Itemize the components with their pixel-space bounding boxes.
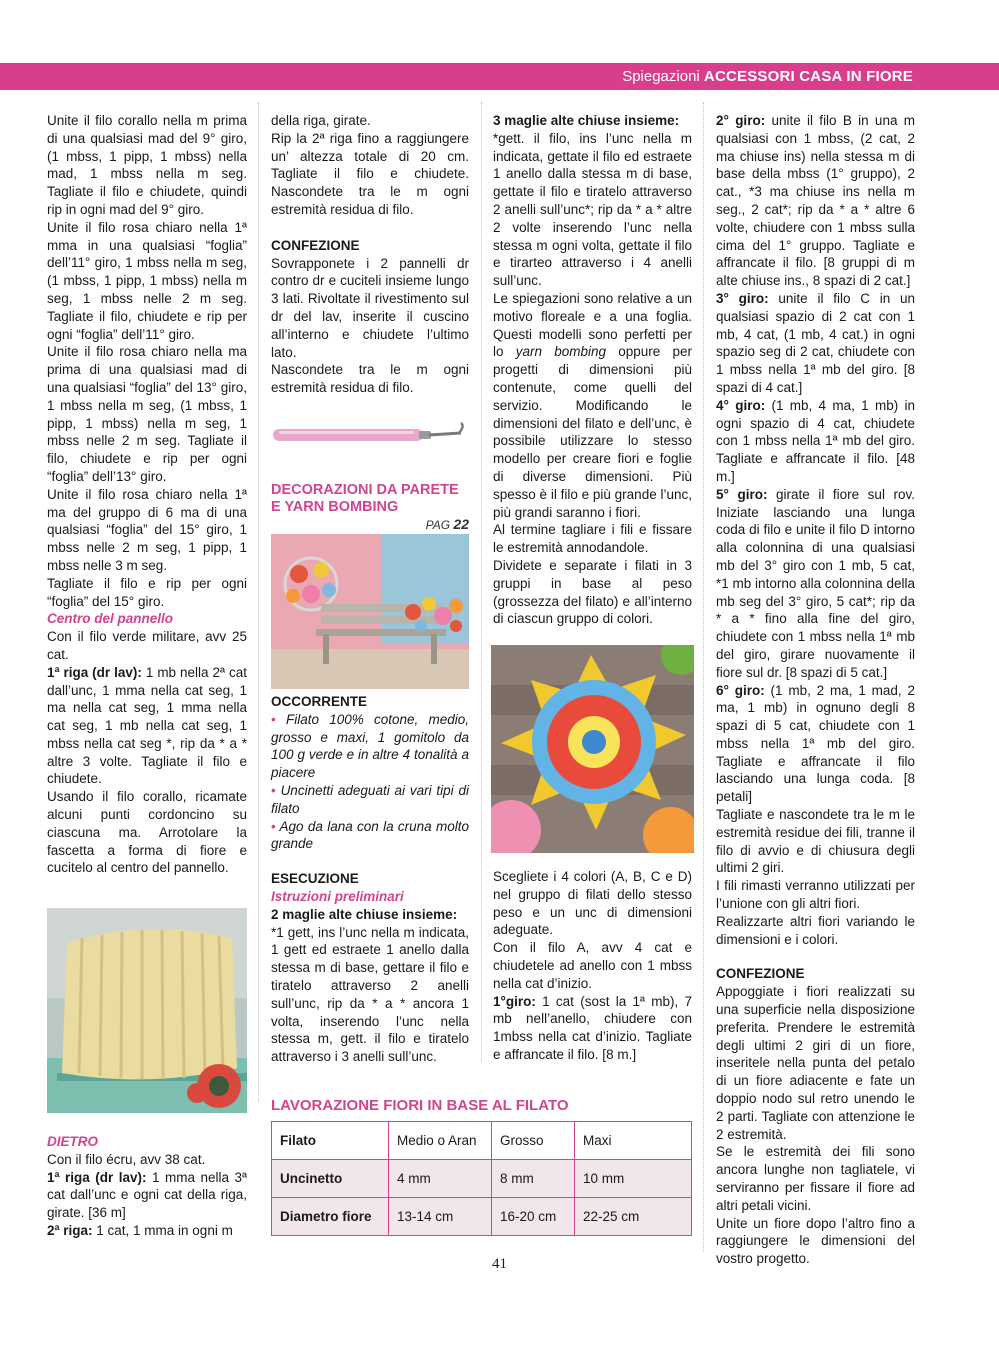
paragraph: Sovrapponete i 2 pannelli dr contro dr e cuciteli insieme lungo 3 lati. Rivoltate il rivestimento sul dr del lav, inserite il cuscino all’interno e chiudete l’ultimo lato. <box>271 255 469 360</box>
paragraph: Unite il filo rosa chiaro nella 1ª ma del gruppo di 6 ma di una qualsiasi “foglia” del 15° giro, 1 mbss nelle 2 m seg, 1 pipp, 1 mbss nelle 3 m seg. <box>47 486 247 573</box>
table-cell: Medio o Aran <box>389 1122 492 1160</box>
banner-title <box>622 63 913 90</box>
table-cell: Maxi <box>575 1122 692 1160</box>
paragraph: Con il filo écru, avv 38 cat. <box>47 1151 206 1167</box>
table-cell: 22-25 cm <box>575 1198 692 1236</box>
table-cell: Uncinetto <box>272 1160 389 1198</box>
fiore-instructions <box>493 868 692 1064</box>
crochet-hook-image <box>271 420 469 450</box>
banner-prefix: Spiegazioni <box>622 68 700 85</box>
instruction-row: 6° giro: (1 mb, 2 ma, 1 mad, 2 ma, 1 mb) in ognuno degli 8 spazi di 5 cat, chiudete con 1 mbss nella 1ª mb del giro. Tagliate e affrancate il filo lasciando una lunga coda. [8 petali] <box>716 682 915 805</box>
paragraph: Tagliate e nascondete tra le m le estremità residue dei fili, tranne il filo di avvio e di chiusura degli ultimi 2 giri. <box>716 807 915 876</box>
cushion-photo <box>47 908 247 1113</box>
row-label: 2ª riga: <box>47 1222 93 1238</box>
decorations-heading: DECORAZIONI DA PARETE E YARN BOMBING <box>271 482 459 515</box>
paragraph: Scegliete i 4 colori (A, B, C e D) nel gruppo di filati dello stesso peso e un unc di dimensioni adeguate. <box>493 869 692 938</box>
instruction-row: 1ª riga (dr lav): 1 mma nella 3ª cat dall’unc e ogni cat della riga, girate. [36 m] <box>47 1169 247 1221</box>
paragraph: *gett. il filo, ins l’unc nella m indicata, gettate il filo ed estraete 1 anello dalla stessa m di base, gettate il filo e tiratelo attraverso 2 anelli sull’unc*; rip da * a * altre 2 volte inserendo l’unc nella stessa m ogni volta, gettate il filo e tirarteo attraverso i 4 anelli sull’unc. <box>493 130 692 289</box>
stitch-heading: 2 maglie alte chiuse insieme: <box>271 906 458 922</box>
table-cell: 10 mm <box>575 1160 692 1198</box>
paragraph: Dividete e separate i filati in 3 gruppi in base al peso (grossezza del filato) e all’interno di ciascun gruppo di colori. <box>493 557 692 627</box>
occorrente-block <box>271 693 469 1066</box>
flower-photo <box>491 645 694 853</box>
paragraph: Se le estremità dei fili sono ancora lunghe non tagliatele, vi serviranno per fissare il fiore ad altri petali vicini. <box>716 1144 915 1213</box>
paragraph: Unite il filo rosa chiaro nella 1ª mma in una qualsiasi “foglia” dell’11° giro, 1 mbss nella m seg, (1 mbss, 1 pipp, 1 mbss) nella m seg, 1 mbss nelle 2 m seg. Tagliate il filo, chiudete e rip per ogni “foglia” dell’11° giro. <box>47 219 247 342</box>
center-panel-heading: Centro del pannello <box>47 611 174 627</box>
instruction-row: 4° giro: (1 mb, 4 ma, 1 mb) in ogni spazio di 4 cat, chiudete con 1 mbss nella 1ª mb del giro. Tagliate e affrancate il filo. [48 m.] <box>716 397 915 484</box>
column-divider <box>703 102 704 1252</box>
column-divider <box>481 102 482 1062</box>
section-banner <box>0 63 999 90</box>
paragraph: Al termine tagliare i fili e fissare le estremità annodandole. <box>493 522 692 556</box>
instruction-row: 2° giro: unite il filo B in una m qualsiasi con 1 mbss, (2 cat, 2 ma chiuse ins) nella stessa m di base della mbss (1° gruppo), 2 cat., *3 ma chiuse ins nella m seg., 2 cat*; rip da * a * altre 6 volte, chiudere con 1 mbss sulla cima del 1° gruppo. Tagliate e affrancate il filo. [8 gruppi di m alte chiuse ins., 8 spazi di 2 cat.] <box>716 113 915 289</box>
round-label: 1°giro: <box>493 993 536 1009</box>
paragraph: Unite il filo corallo nella m prima di una qualsiasi mad del 9° giro, (1 mbss, 1 pipp, 1 mbss) nella mad, 1 mbss nella m seg. Tagliate il filo e chiudete, quindi rip in ogni mad del 9° giro. <box>47 113 247 217</box>
instruction-row: 5° giro: girate il fiore sul rov. Iniziate lasciando una lunga coda di filo e unite il filo D intorno alla colonnina di una qualsiasi mb del 3° giro con 1 mb, 5 cat, *1 mb intorno alla colonnina della mb seg del 3° giro, 5 cat*; rip da * a * fino alla fine del giro, chiudete con 1 mbss nella 1ª mb del giro, girare nuovamente il fiore sul dr. [8 spazi di 5 cat.] <box>716 486 915 680</box>
round-label: 2° giro: <box>716 113 766 128</box>
yarn-table <box>271 1121 692 1236</box>
banner-heading: ACCESSORI CASA IN FIORE <box>703 68 913 85</box>
round-label: 3° giro: <box>716 290 769 306</box>
round-label: 6° giro: <box>716 682 765 698</box>
materials-item: • Filato 100% cotone, medio, grosso e maxi, 1 gomitolo da 100 g verde e in altre 4 tonalità a piacere <box>271 711 469 781</box>
page-reference: PAG 22 <box>425 516 469 532</box>
table-cell: 8 mm <box>492 1160 575 1198</box>
esecuzione-heading: ESECUZIONE <box>271 871 359 887</box>
table-cell: 4 mm <box>389 1160 492 1198</box>
materials-item: • Ago da lana con la cruna molto grande <box>271 818 470 852</box>
back-heading: DIETRO <box>47 1134 99 1149</box>
column-3 <box>493 112 692 661</box>
instruction-row: 3° giro: unite il filo C in un qualsiasi spazio di 2 cat con 1 mb, 4 cat, (1 mb, 4 cat.) in ogni spazio seg di 2 cat, chiudete con 1 mbss nella 1ª mb del giro. [8 spazi di 4 cat.] <box>716 290 915 395</box>
table-row <box>272 1160 692 1198</box>
instruction-row: 1ª riga (dr lav): 1 mb nella 2ª cat dall’unc, 1 mma nella cat seg, 1 ma nella cat seg, 1 mma nella cat seg, 1 mb nella cat seg, 1 mbss nella cat seg *, rip da * a * altre 3 volte. Tagliate il filo e chiudete. <box>47 664 247 787</box>
paragraph: I fili rimasti verranno utilizzati per l’unione con gli altri fiori. <box>716 878 915 912</box>
paragraph: Con il filo A, avv 4 cat e chiudetele ad anello con 1 mbss nella cat d’inizio. <box>493 940 692 991</box>
instruction-row: 2ª riga: 1 cat, 1 mma in ogni m <box>47 1222 233 1238</box>
table-cell: 16-20 cm <box>492 1198 575 1236</box>
page-number: 41 <box>492 1256 507 1272</box>
column-1 <box>47 112 247 877</box>
table-cell: Diametro fiore <box>272 1198 389 1236</box>
paragraph: Unite il filo rosa chiaro nella ma prima di una qualsiasi mad di una qualsiasi “foglia” del 13° giro, 1 mbss nella m seg, (1 mbss, 1 pipp, 1 mbss) nella m seg, 1 mbss nelle 2 m seg. Tagliate il filo, chiudete e rip per ogni “foglia” dell’13° giro. <box>47 344 247 484</box>
table-cell: 13-14 cm <box>389 1198 492 1236</box>
column-4 <box>716 112 915 1268</box>
instruction-row: 1°giro: 1 cat (sost la 1ª mb), 7 mb nell’anello, chiudere con 1mbss nella cat d’inizio. Tagliate e affrancate il filo. [8 m.] <box>493 993 692 1062</box>
paragraph: Con il filo verde militare, avv 25 cat. <box>47 629 247 662</box>
paragraph: Nascondete tra le m ogni estremità residua di filo. <box>271 362 469 396</box>
round-label: 4° giro: <box>716 397 766 413</box>
decorations-heading-block <box>271 482 469 535</box>
stitch-heading: 3 maglie alte chiuse insieme: <box>493 113 680 128</box>
table-cell: Grosso <box>492 1122 575 1160</box>
istruzioni-heading: Istruzioni preliminari <box>271 888 404 904</box>
column-divider <box>258 102 259 1102</box>
materials-item: • Uncinetti adeguati ai vari tipi di filato <box>271 782 469 816</box>
table-row <box>272 1198 692 1236</box>
paragraph: Appoggiate i fiori realizzati su una superficie nella disposizione preferita. Prendere le estremità degli ultimi 2 giri di un fiore, inseritele nella punta del petalo di un fiore adiacente e fate un doppio nodo sul retro unendo le 2 parti. Tagliate con attenzione le 2 estremità. <box>716 984 915 1142</box>
paragraph: *1 gett, ins l’unc nella m indicata, 1 gett ed estraete 1 anello dalla stessa m di base, gettare il filo e tiratelo attraverso 2 anelli sull’unc, rip da * a * ancora 1 volta, inserendo l’unc nella stessa m, gett. il filo e tiratelo attraverso i 3 anelli sull’unc. <box>271 924 469 1065</box>
paragraph: Tagliate il filo e rip per ogni “foglia” del 15° giro. <box>47 575 247 609</box>
round-label: 5° giro: <box>716 486 768 502</box>
table-cell: Filato <box>272 1122 389 1160</box>
paragraph: Realizzarte altri fiori variando le dimensioni e i colori. <box>716 913 915 947</box>
column-2 <box>271 112 469 397</box>
paragraph: Le spiegazioni sono relative a un motivo floreale e a una foglia. Questi modelli sono perfetti per lo yarn bombing oppure per progetti di dimensioni più contenute, come quelli del servizio. Modificando le dimensioni del filato e dell’unc, è possibile utilizzare lo stesso modello per creare fiori e foglie di diverse dimensioni. Più spesso è il filo e più grande l’unc, più grandi saranno i fiori. <box>493 290 692 520</box>
paragraph: Unite un fiore dopo l’altro fino a raggiungere le dimensioni del vostro progetto. <box>716 1215 915 1267</box>
paragraph: Rip la 2ª riga fino a raggiungere un’ altezza totale di 20 cm. Tagliate il filo e chiudete. Nascondete tra le m ogni estremità residua di filo. <box>271 130 469 217</box>
row-label: 1ª riga (dr lav): <box>47 1169 147 1185</box>
table-header-row <box>272 1122 692 1160</box>
occorrente-heading: OCCORRENTE <box>271 694 368 709</box>
paragraph: Usando il filo corallo, ricamate alcuni punti cordoncino su ciascuna ma. Arrotolare la fascetta a forma di fiore e cucitelo al centro del pannello. <box>47 789 247 876</box>
confezione-heading: CONFEZIONE <box>271 237 360 253</box>
confezione-heading: CONFEZIONE <box>716 966 805 982</box>
bench-photo <box>271 534 469 689</box>
table-title: LAVORAZIONE FIORI IN BASE AL FILATO <box>271 1097 569 1114</box>
back-section <box>47 1133 247 1240</box>
row-label: 1ª riga (dr lav): <box>47 664 142 680</box>
paragraph: della riga, girate. <box>271 113 371 128</box>
